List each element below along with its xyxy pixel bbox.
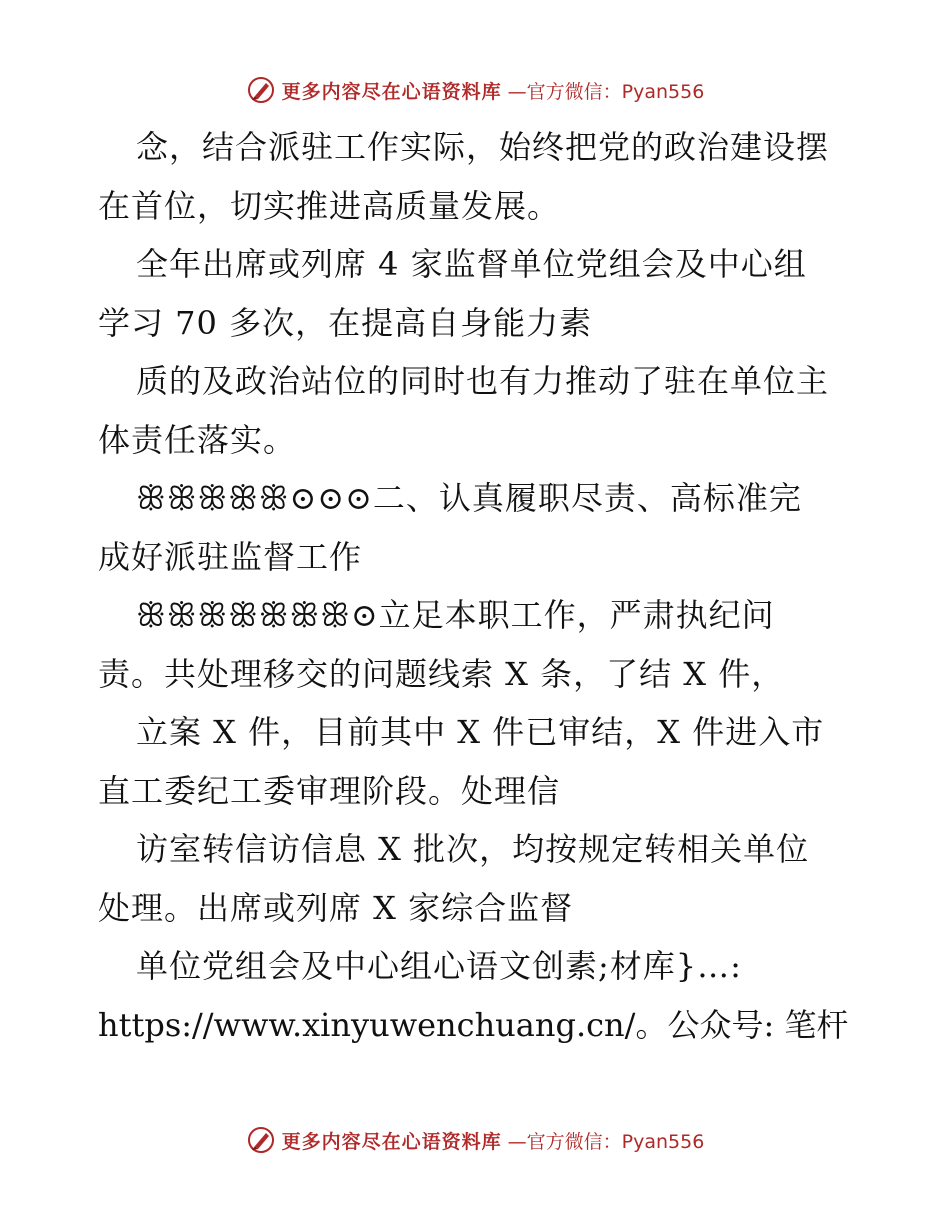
footer-watermark-banner xyxy=(0,1120,950,1160)
subsection-heading-line: ꕥꕥꕥꕥꕥꕥꕥ⊙立足本职工作，严肃执纪问 xyxy=(136,596,775,634)
banner-wechat: —官方微信：Pyan556 xyxy=(507,80,705,103)
document-body xyxy=(98,118,858,1054)
text-line: 体责任落实。 xyxy=(98,420,297,459)
section-heading-line: ꕥꕥꕥꕥꕥ⊙⊙⊙二、认真履职尽责、高标准完 xyxy=(136,479,802,517)
banner-title: 更多内容尽在心语资料库 xyxy=(281,1130,502,1153)
text-line: 责。共处理移交的问题线索 X 条，了结 X 件， xyxy=(98,654,785,693)
banner-wechat: —官方微信：Pyan556 xyxy=(507,1130,705,1153)
text-line: 学习 70 多次，在提高自身能力素 xyxy=(98,303,593,342)
pen-nib-logo-icon xyxy=(246,1125,276,1155)
text-line: 质的及政治站位的同时也有力推动了驻在单位主 xyxy=(136,362,830,400)
url-line: https://www.xinyuwenchuang.cn/。公众号: 笔杆 xyxy=(98,1005,849,1044)
text-line: 全年出席或列席 4 家监督单位党组会及中心组 xyxy=(136,245,807,283)
text-line: 立案 X 件，目前其中 X 件已审结，X 件进入市 xyxy=(136,713,825,751)
text-line: 念，结合派驻工作实际，始终把党的政治建设摆 xyxy=(136,128,830,166)
text-line: 处理。出席或列席 X 家综合监督 xyxy=(98,888,574,927)
text-line: 在首位，切实推进高质量发展。 xyxy=(98,186,561,225)
pen-nib-logo-icon xyxy=(246,75,276,105)
text-line: 直工委纪工委审理阶段。处理信 xyxy=(98,771,561,810)
text-line: 单位党组会及中心组心语文创素;材库}…: xyxy=(136,947,742,985)
section-heading-line: 成好派驻监督工作 xyxy=(98,537,363,576)
text-line: 访室转信访信息 X 批次，均按规定转相关单位 xyxy=(136,830,810,868)
header-watermark-banner xyxy=(0,70,950,110)
banner-title: 更多内容尽在心语资料库 xyxy=(281,80,502,103)
